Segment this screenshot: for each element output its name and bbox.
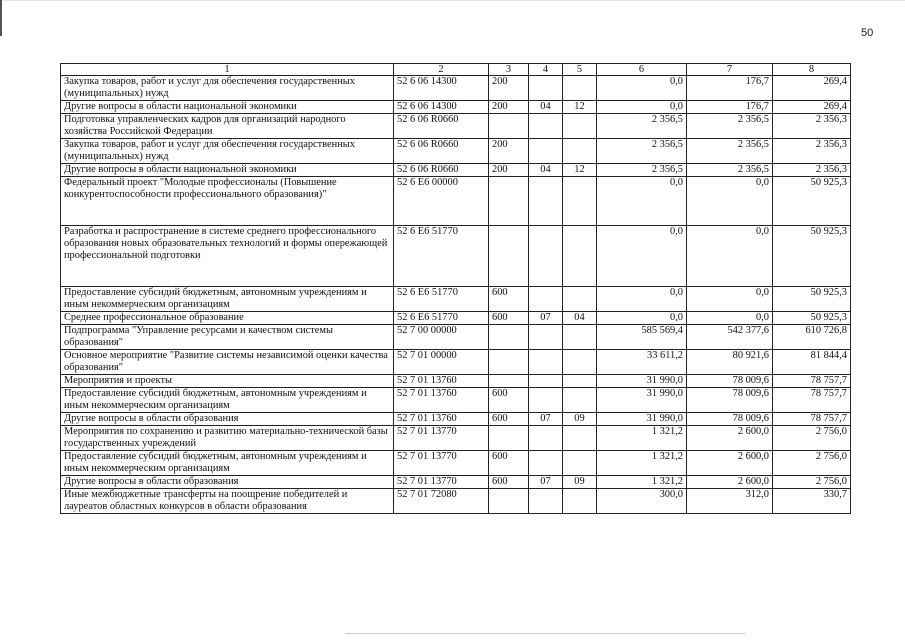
amount-col7: 0,0 <box>687 312 773 325</box>
subsection: 09 <box>563 413 597 426</box>
amount-col6: 0,0 <box>597 101 687 114</box>
budget-code: 52 7 01 72080 <box>394 489 489 514</box>
subsection <box>563 388 597 413</box>
expense-type <box>489 375 529 388</box>
section <box>529 226 563 287</box>
amount-col7: 78 009,6 <box>687 375 773 388</box>
amount-col7: 0,0 <box>687 177 773 226</box>
page-number: 50 <box>861 27 874 39</box>
budget-code: 52 7 01 13760 <box>394 388 489 413</box>
table-body <box>61 76 851 514</box>
table-row <box>61 226 851 287</box>
expense-type <box>489 226 529 287</box>
amount-col6: 1 321,2 <box>597 476 687 489</box>
header-cell: 6 <box>597 64 687 76</box>
amount-col8: 2 356,3 <box>773 139 851 164</box>
amount-col7: 80 921,6 <box>687 350 773 375</box>
item-name: Предоставление субсидий бюджетным, автономным учреждениям и иным некоммерческим организациям <box>61 388 394 413</box>
budget-code: 52 6 E6 51770 <box>394 312 489 325</box>
amount-col6: 0,0 <box>597 177 687 226</box>
expense-type: 200 <box>489 164 529 177</box>
table-row <box>61 489 851 514</box>
table-row <box>61 388 851 413</box>
section: 04 <box>529 101 563 114</box>
subsection <box>563 226 597 287</box>
amount-col8: 2 356,3 <box>773 164 851 177</box>
header-cell: 4 <box>529 64 563 76</box>
amount-col8: 78 757,7 <box>773 413 851 426</box>
budget-code: 52 6 06 R0660 <box>394 139 489 164</box>
subsection <box>563 426 597 451</box>
amount-col7: 2 600,0 <box>687 426 773 451</box>
amount-col8: 269,4 <box>773 76 851 101</box>
section: 04 <box>529 164 563 177</box>
table-row <box>61 350 851 375</box>
section <box>529 177 563 226</box>
budget-code: 52 7 01 13760 <box>394 413 489 426</box>
item-name: Основное мероприятие "Развитие системы независимой оценки качества образования" <box>61 350 394 375</box>
amount-col7: 0,0 <box>687 226 773 287</box>
amount-col7: 176,7 <box>687 101 773 114</box>
amount-col7: 2 356,5 <box>687 114 773 139</box>
expense-type <box>489 350 529 375</box>
subsection <box>563 375 597 388</box>
subsection <box>563 350 597 375</box>
table-row <box>61 375 851 388</box>
amount-col6: 33 611,2 <box>597 350 687 375</box>
subsection: 09 <box>563 476 597 489</box>
amount-col6: 0,0 <box>597 76 687 101</box>
amount-col6: 2 356,5 <box>597 114 687 139</box>
amount-col7: 542 377,6 <box>687 325 773 350</box>
amount-col7: 2 600,0 <box>687 451 773 476</box>
amount-col7: 2 356,5 <box>687 164 773 177</box>
expense-type: 200 <box>489 76 529 101</box>
item-name: Мероприятия по сохранению и развитию материально-технической базы государственных учреждений <box>61 426 394 451</box>
subsection <box>563 489 597 514</box>
item-name: Другие вопросы в области национальной экономики <box>61 164 394 177</box>
table-row <box>61 177 851 226</box>
amount-col8: 81 844,4 <box>773 350 851 375</box>
amount-col8: 2 756,0 <box>773 426 851 451</box>
budget-code: 52 6 06 R0660 <box>394 114 489 139</box>
header-cell: 5 <box>563 64 597 76</box>
amount-col6: 0,0 <box>597 312 687 325</box>
item-name: Подпрограмма "Управление ресурсами и качеством системы образования" <box>61 325 394 350</box>
expense-type <box>489 426 529 451</box>
amount-col6: 31 990,0 <box>597 375 687 388</box>
amount-col6: 1 321,2 <box>597 426 687 451</box>
expense-type: 600 <box>489 312 529 325</box>
header-cell: 7 <box>687 64 773 76</box>
table-row <box>61 312 851 325</box>
budget-code: 52 7 01 13760 <box>394 375 489 388</box>
amount-col8: 50 925,3 <box>773 177 851 226</box>
amount-col6: 2 356,5 <box>597 139 687 164</box>
item-name: Федеральный проект "Молодые профессионалы (Повышение конкурентоспособности профессионального образования)" <box>61 177 394 226</box>
amount-col7: 0,0 <box>687 287 773 312</box>
section <box>529 388 563 413</box>
amount-col8: 50 925,3 <box>773 287 851 312</box>
amount-col8: 78 757,7 <box>773 375 851 388</box>
section <box>529 451 563 476</box>
subsection: 04 <box>563 312 597 325</box>
item-name: Мероприятия и проекты <box>61 375 394 388</box>
subsection <box>563 114 597 139</box>
table-row <box>61 139 851 164</box>
table-row <box>61 76 851 101</box>
budget-code: 52 7 00 00000 <box>394 325 489 350</box>
amount-col8: 610 726,8 <box>773 325 851 350</box>
budget-code: 52 6 E6 51770 <box>394 287 489 312</box>
amount-col8: 50 925,3 <box>773 226 851 287</box>
item-name: Другие вопросы в области национальной экономики <box>61 101 394 114</box>
amount-col7: 2 356,5 <box>687 139 773 164</box>
subsection: 12 <box>563 101 597 114</box>
expense-type: 200 <box>489 101 529 114</box>
item-name: Другие вопросы в области образования <box>61 413 394 426</box>
budget-code: 52 6 06 14300 <box>394 76 489 101</box>
expense-type <box>489 489 529 514</box>
budget-code: 52 6 06 14300 <box>394 101 489 114</box>
section <box>529 375 563 388</box>
section <box>529 139 563 164</box>
amount-col7: 2 600,0 <box>687 476 773 489</box>
amount-col7: 78 009,6 <box>687 388 773 413</box>
item-name: Разработка и распространение в системе среднего профессионального образования новых образовательных технологий и формы опережающей профессиональной подготовки <box>61 226 394 287</box>
section: 07 <box>529 312 563 325</box>
section <box>529 114 563 139</box>
amount-col8: 2 356,3 <box>773 114 851 139</box>
amount-col6: 585 569,4 <box>597 325 687 350</box>
table-row <box>61 101 851 114</box>
subsection <box>563 139 597 164</box>
table-row <box>61 114 851 139</box>
budget-code: 52 7 01 13770 <box>394 451 489 476</box>
budget-code: 52 6 E6 00000 <box>394 177 489 226</box>
section <box>529 489 563 514</box>
budget-code: 52 7 01 00000 <box>394 350 489 375</box>
expense-type: 200 <box>489 139 529 164</box>
amount-col6: 31 990,0 <box>597 413 687 426</box>
subsection: 12 <box>563 164 597 177</box>
table-row <box>61 287 851 312</box>
amount-col7: 312,0 <box>687 489 773 514</box>
budget-code: 52 6 E6 51770 <box>394 226 489 287</box>
item-name: Закупка товаров, работ и услуг для обеспечения государственных (муниципальных) нужд <box>61 139 394 164</box>
subsection <box>563 76 597 101</box>
amount-col8: 50 925,3 <box>773 312 851 325</box>
amount-col6: 2 356,5 <box>597 164 687 177</box>
item-name: Среднее профессиональное образование <box>61 312 394 325</box>
expense-type <box>489 114 529 139</box>
amount-col8: 2 756,0 <box>773 451 851 476</box>
expense-type <box>489 177 529 226</box>
item-name: Другие вопросы в области образования <box>61 476 394 489</box>
item-name: Закупка товаров, работ и услуг для обеспечения государственных (муниципальных) нужд <box>61 76 394 101</box>
amount-col6: 0,0 <box>597 287 687 312</box>
expense-type: 600 <box>489 388 529 413</box>
expense-type: 600 <box>489 287 529 312</box>
item-name: Иные межбюджетные трансферты на поощрение победителей и лауреатов областных конкурсов в области образования <box>61 489 394 514</box>
amount-col7: 176,7 <box>687 76 773 101</box>
header-row <box>61 64 851 76</box>
section: 07 <box>529 413 563 426</box>
budget-table <box>60 63 851 514</box>
header-cell: 8 <box>773 64 851 76</box>
subsection <box>563 451 597 476</box>
table-row <box>61 426 851 451</box>
expense-type: 600 <box>489 413 529 426</box>
amount-col8: 269,4 <box>773 101 851 114</box>
expense-type: 600 <box>489 476 529 489</box>
budget-code: 52 7 01 13770 <box>394 476 489 489</box>
page-top-rule <box>0 0 905 1</box>
item-name: Предоставление субсидий бюджетным, автономным учреждениям и иным некоммерческим организациям <box>61 451 394 476</box>
table-row <box>61 413 851 426</box>
amount-col6: 0,0 <box>597 226 687 287</box>
expense-type <box>489 325 529 350</box>
section <box>529 426 563 451</box>
section <box>529 325 563 350</box>
section: 07 <box>529 476 563 489</box>
item-name: Подготовка управленческих кадров для организаций народного хозяйства Российской Федерации <box>61 114 394 139</box>
table-row <box>61 451 851 476</box>
page-left-edge <box>0 0 2 36</box>
budget-code: 52 7 01 13770 <box>394 426 489 451</box>
expense-type: 600 <box>489 451 529 476</box>
amount-col6: 31 990,0 <box>597 388 687 413</box>
item-name: Предоставление субсидий бюджетным, автономным учреждениям и иным некоммерческим организациям <box>61 287 394 312</box>
subsection <box>563 177 597 226</box>
amount-col6: 300,0 <box>597 489 687 514</box>
section <box>529 76 563 101</box>
header-cell: 2 <box>394 64 489 76</box>
budget-code: 52 6 06 R0660 <box>394 164 489 177</box>
header-cell: 1 <box>61 64 394 76</box>
amount-col8: 2 756,0 <box>773 476 851 489</box>
amount-col7: 78 009,6 <box>687 413 773 426</box>
section <box>529 350 563 375</box>
header-cell: 3 <box>489 64 529 76</box>
amount-col8: 78 757,7 <box>773 388 851 413</box>
table-row <box>61 325 851 350</box>
bottom-scan-line <box>345 633 745 634</box>
table-row <box>61 476 851 489</box>
section <box>529 287 563 312</box>
amount-col8: 330,7 <box>773 489 851 514</box>
subsection <box>563 287 597 312</box>
amount-col6: 1 321,2 <box>597 451 687 476</box>
subsection <box>563 325 597 350</box>
table-row <box>61 164 851 177</box>
